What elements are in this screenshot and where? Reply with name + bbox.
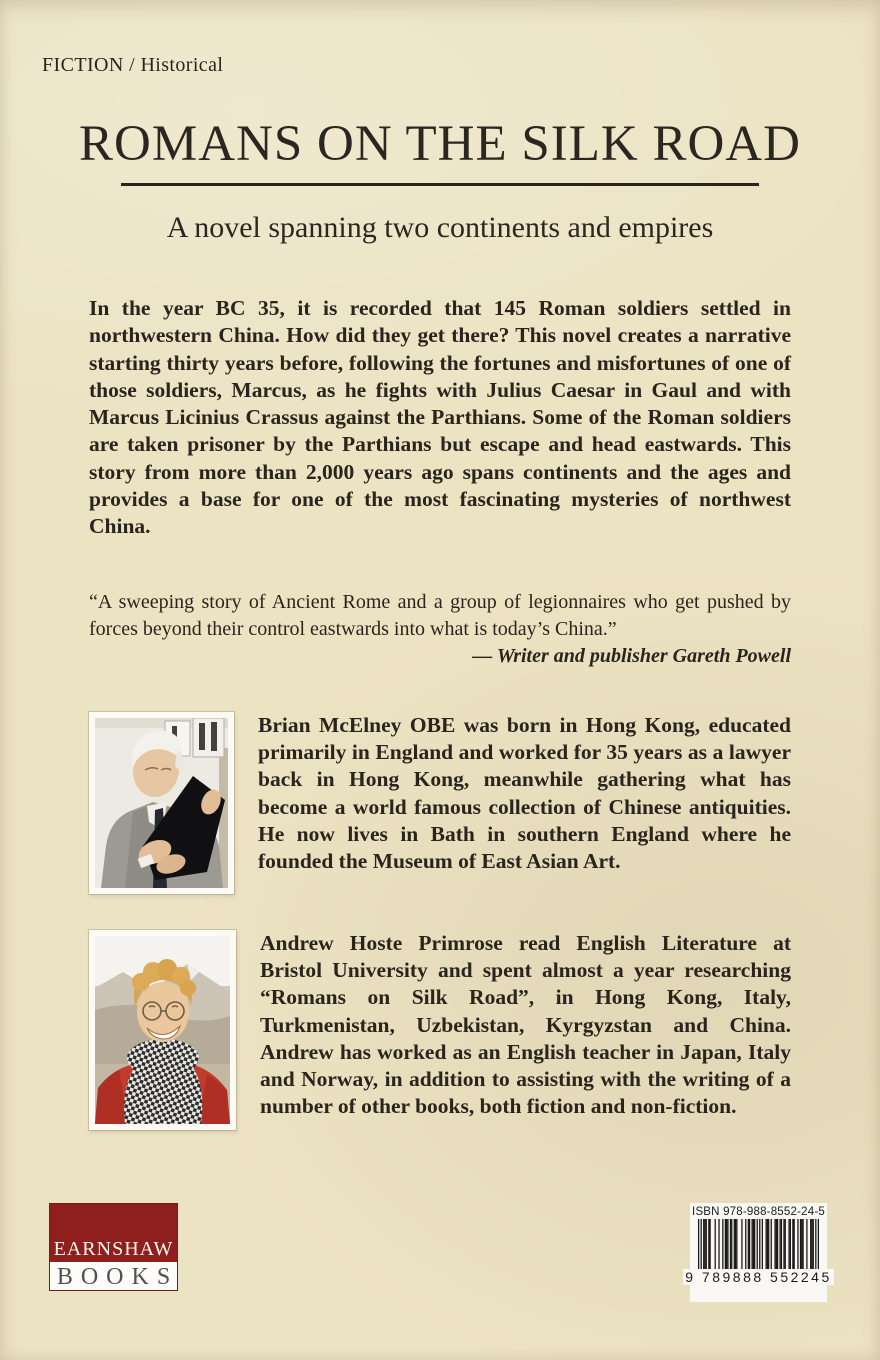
earnshaw-books-logo: [49, 1203, 178, 1291]
author-section-brian-mcelney: [89, 712, 791, 894]
isbn-barcode: [685, 1203, 832, 1302]
title-rule: [121, 183, 759, 186]
logo-white-panel: [50, 1262, 177, 1291]
barcode-digits: 9 789888 552245: [685, 1269, 832, 1285]
logo-red-panel: [50, 1204, 177, 1262]
author-photo-brian-mcelney: [89, 712, 234, 894]
review-quote: “A sweeping story of Ancient Rome and a group of legionnaires who get pushed by forces beyond their control eastwards into what is today’s China.”: [89, 590, 791, 640]
author-section-andrew-primrose: [89, 930, 791, 1130]
synopsis-paragraph: In the year BC 35, it is recorded that 145 Roman soldiers settled in northwestern China. How did they get there? This novel creates a narrative starting thirty years before, following the fortunes and misfortunes of one of those soldiers, Marcus, as he fights with Julius Caesar in Gaul and with Marcus Licinius Crassus against the Parthians. Some of the Roman soldiers are taken prisoner by the Parthians but escape and head eastwards. This story from more than 2,000 years ago spans continents and the ages and provides a base for one of the most fascinating mysteries of northwest China.: [89, 296, 791, 539]
author-photo-andrew-primrose: [89, 930, 236, 1130]
author-bio-andrew-primrose: Andrew Hoste Primrose read English Literature at Bristol University and spent almost a year researching “Romans on Silk Road”, in Hong Kong, Italy, Turkmenistan, Uzbekistan, Kyrgyzstan and China. Andrew has worked as an English teacher in Japan, Italy and Norway, in addition to assisting with the writing of a number of other books, both fiction and non-fiction.: [260, 930, 791, 1119]
author-bio-brian-mcelney: Brian McElney OBE was born in Hong Kong, educated primarily in England and worked for 35 years as a lawyer back in Hong Kong, meanwhile gathering what has become a world famous collection of Chinese antiquities. He now lives in Bath in southern England where he founded the Museum of East Asian Art.: [258, 712, 791, 874]
book-subtitle: A novel spanning two continents and empires: [166, 211, 714, 244]
isbn-number-label: ISBN 978-988-8552-24-5: [692, 1206, 825, 1218]
book-title: ROMANS ON THE SILK ROAD: [79, 116, 801, 172]
logo-earnshaw-text: EARNSHAW: [53, 1238, 174, 1260]
review-quote-block: [89, 589, 791, 668]
logo-books-text: BOOKS: [56, 1263, 179, 1290]
category-label: FICTION / Historical: [42, 54, 224, 76]
review-attribution: — Writer and publisher Gareth Powell: [472, 644, 791, 667]
cover-content: [89, 295, 791, 1130]
